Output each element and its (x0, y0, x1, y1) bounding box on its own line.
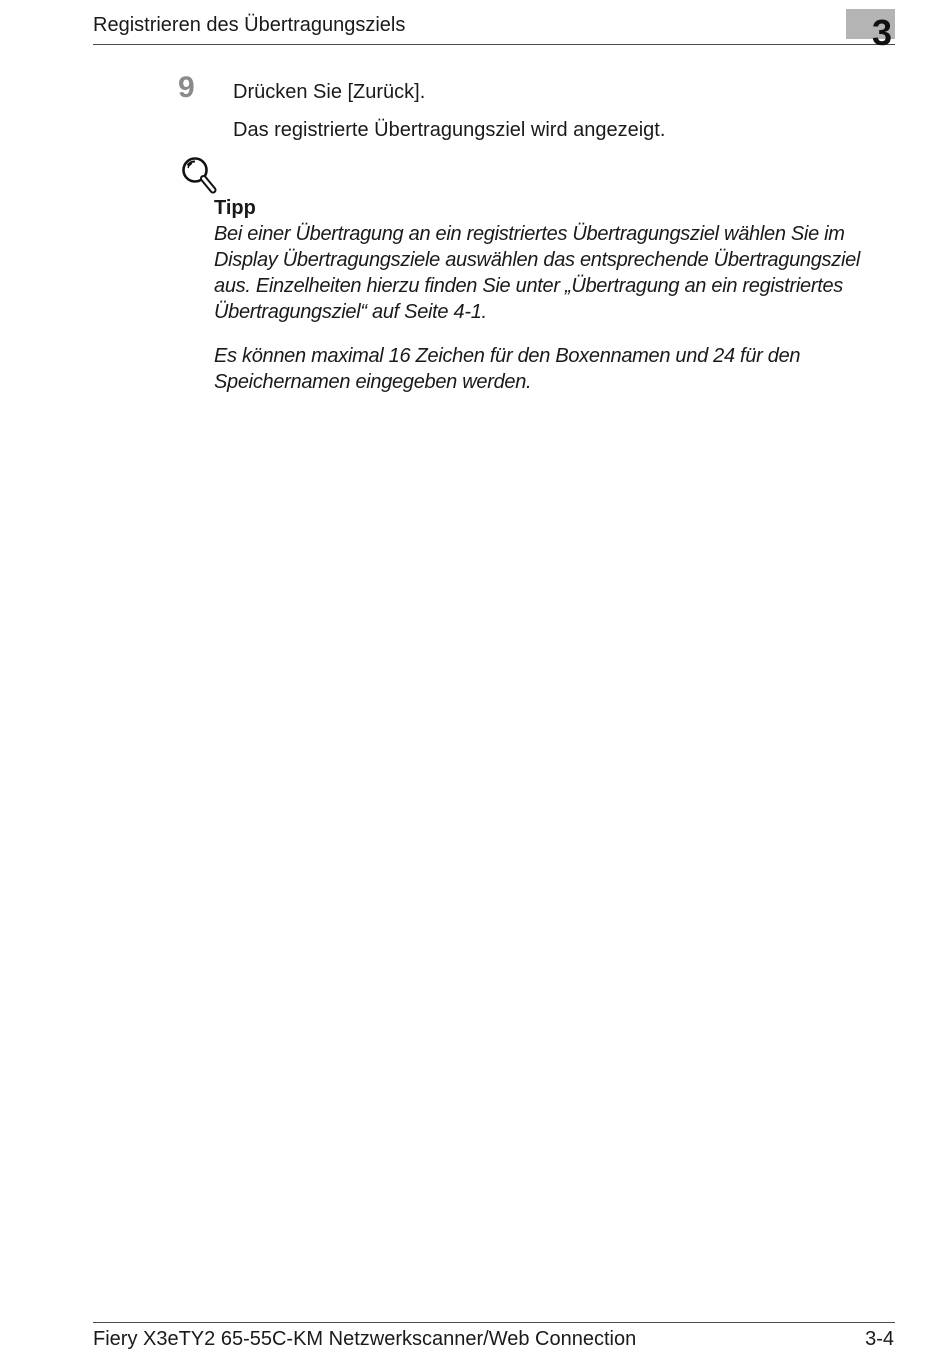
page-number: 3-4 (865, 1328, 894, 1350)
footer-title: Fiery X3eTY2 65-55C-KM Netzwerkscanner/Web Connection (93, 1328, 637, 1350)
chapter-number: 3 (871, 12, 892, 53)
chapter-tab (846, 9, 895, 53)
step-number: 9 (178, 71, 195, 104)
magnifier-icon (180, 155, 218, 195)
tip-paragraph: Bei einer Übertragung an ein registriertes Übertragungsziel wählen Sie im Display Übertragungsziele auswählen das entsprechende Übertragungsziel aus. Einzelheiten hierzu finden Sie unter „Übertragung an ein registriertes Übertragungsziel“ auf Seite 4-1. (214, 223, 861, 323)
step-result: Das registrierte Übertragungsziel wird angezeigt. (233, 119, 666, 141)
tip-paragraph: Es können maximal 16 Zeichen für den Boxennamen und 24 für den Speichernamen eingegeben werden. (214, 345, 801, 393)
header-title: Registrieren des Übertragungsziels (93, 14, 406, 36)
step-instruction: Drücken Sie [Zurück]. (233, 81, 426, 103)
tip-label: Tipp (214, 197, 256, 219)
header-divider (93, 44, 895, 45)
footer-divider (93, 1322, 895, 1323)
